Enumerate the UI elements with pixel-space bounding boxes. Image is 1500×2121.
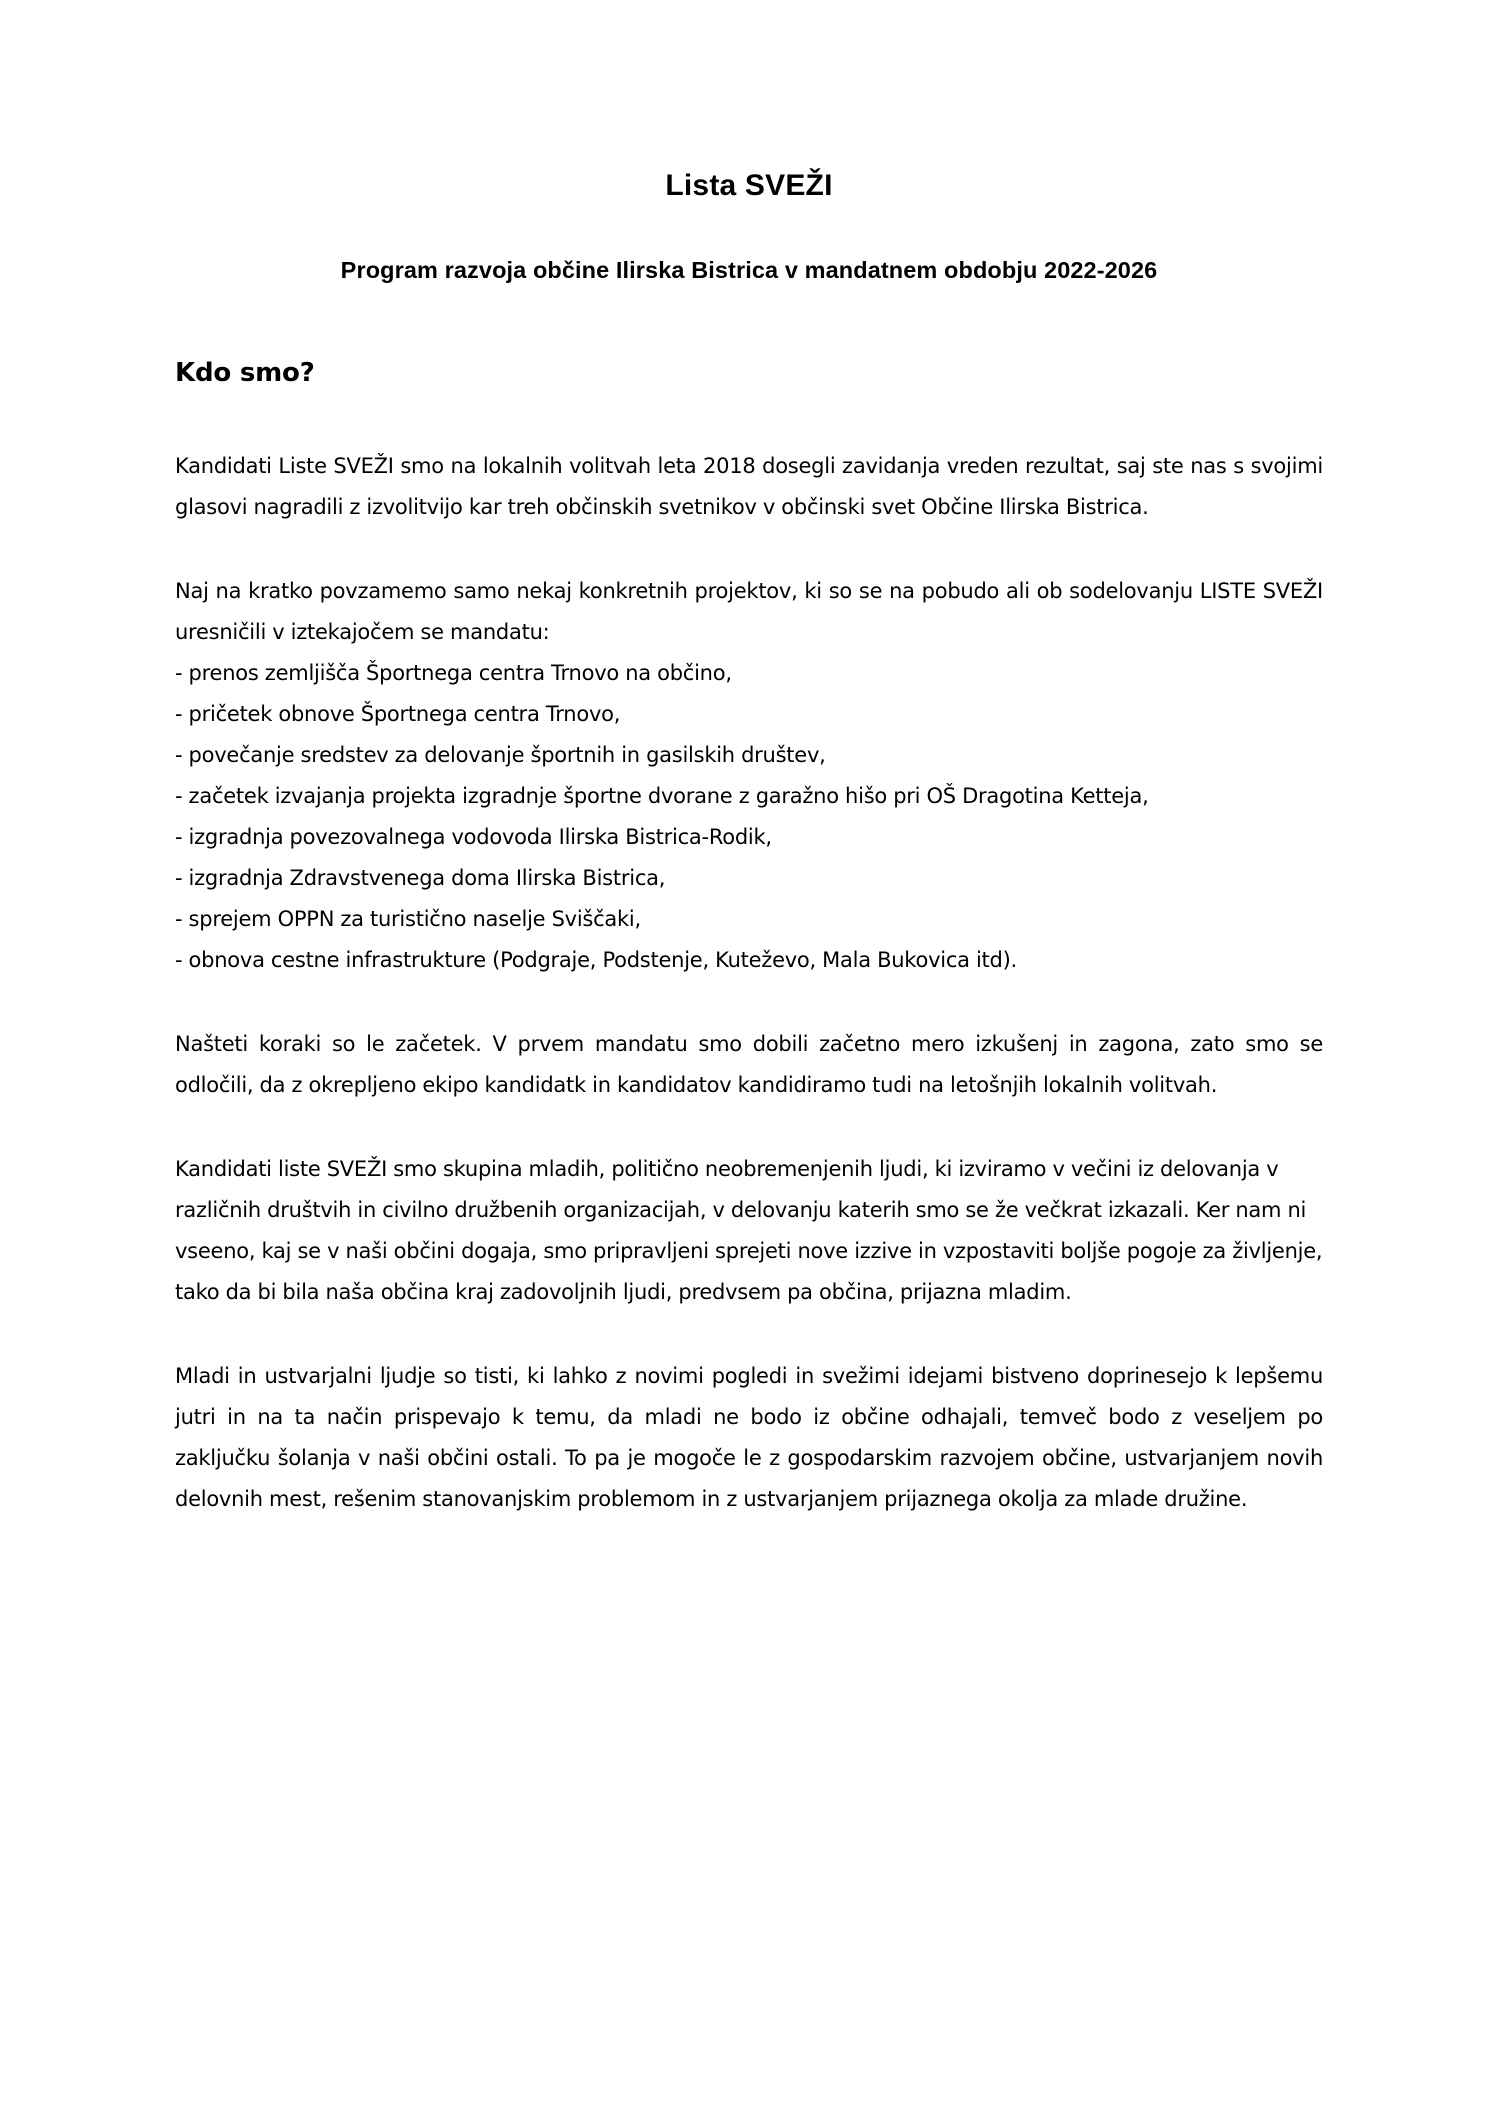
list-item: - izgradnja Zdravstvenega doma Ilirska Bistrica, bbox=[175, 865, 666, 890]
paragraph-first-mandate: Našteti koraki so le začetek. V prvem mandatu smo dobili začetno mero izkušenj in zagona, zato smo se odločili, da z okrepljeno ekipo kandidatk in kandidatov kandidiramo tudi na letošnjih lokalnih volitvah. bbox=[175, 1031, 1323, 1097]
list-item: - povečanje sredstev za delovanje športnih in gasilskih društev, bbox=[175, 742, 826, 767]
paragraph-spacer bbox=[175, 1313, 1323, 1356]
document-content bbox=[175, 0, 1323, 1520]
list-item: - začetek izvajanja projekta izgradnje športne dvorane z garažno hišo pri OŠ Dragotina Ketteja, bbox=[175, 783, 1149, 808]
page-subtitle: Program razvoja občine Ilirska Bistrica v mandatnem obdobju 2022-2026 bbox=[340, 257, 1158, 283]
paragraph-spacer bbox=[175, 528, 1323, 571]
list-item: - sprejem OPPN za turistično naselje Sviščaki, bbox=[175, 906, 641, 931]
list-item: - obnova cestne infrastrukture (Podgraje, Podstenje, Kuteževo, Mala Bukovica itd). bbox=[175, 947, 1017, 972]
paragraph-projects-intro: Naj na kratko povzamemo samo nekaj konkretnih projektov, ki so se na pobudo ali ob sodelovanju LISTE SVEŽI uresničili v iztekajočem se mandatu: bbox=[175, 578, 1323, 644]
list-item: - prenos zemljišča Športnega centra Trnovo na občino, bbox=[175, 660, 732, 685]
paragraph-about-candidates: Kandidati liste SVEŽI smo skupina mladih, politično neobremenjenih ljudi, ki izviramo v večini iz delovanja v različnih društvih in civilno družbenih organizacijah, v delovanju katerih smo se že večkrat izkazali. Ker nam ni vseeno, kaj se v naši občini dogaja, smo pripravljeni sprejeti nove izzive in vzpostaviti boljše pogoje za življenje, tako da bi bila naša občina kraj zadovoljnih ljudi, predvsem pa občina, prijazna mladim. bbox=[175, 1156, 1323, 1304]
paragraph-young-people: Mladi in ustvarjalni ljudje so tisti, ki lahko z novimi pogledi in svežimi idejami bistveno doprinesejo k lepšemu jutri in na ta način prispevajo k temu, da mladi ne bodo iz občine odhajali, temveč bodo z veseljem po zaključku šolanja v naši občini ostali. To pa je mogoče le z gospodarskim razvojem občine, ustvarjanjem novih delovnih mest, rešenim stanovanjskim problemom in z ustvarjanjem prijaznega okolja za mlade družine. bbox=[175, 1363, 1323, 1511]
list-item: - izgradnja povezovalnega vodovoda Ilirska Bistrica-Rodik, bbox=[175, 824, 772, 849]
paragraph-spacer bbox=[175, 1106, 1323, 1149]
page-title: Lista SVEŽI bbox=[665, 169, 833, 202]
list-item: - pričetek obnove Športnega centra Trnovo, bbox=[175, 701, 621, 726]
section-heading-who-we-are: Kdo smo? bbox=[175, 358, 315, 389]
paragraph-spacer bbox=[175, 981, 1323, 1024]
paragraph-intro-results: Kandidati Liste SVEŽI smo na lokalnih volitvah leta 2018 dosegli zavidanja vreden rezultat, saj ste nas s svojimi glasovi nagradili z izvolitvijo kar treh občinskih svetnikov v občinski svet Občine Ilirska Bistrica. bbox=[175, 453, 1323, 519]
achievements-list bbox=[175, 653, 1323, 981]
